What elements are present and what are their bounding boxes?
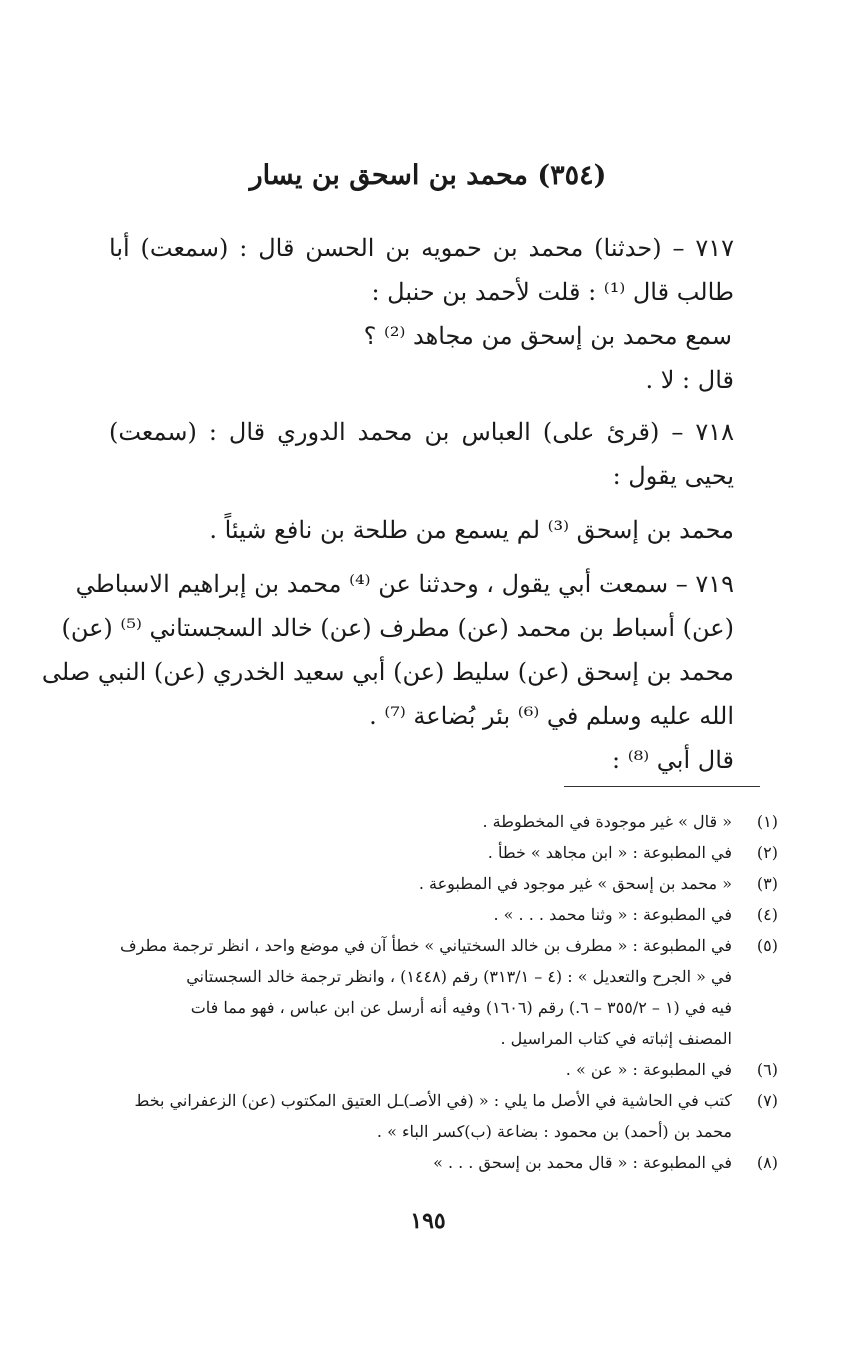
entry-line: ٧١٩ – سمعت أبي يقول ، وحدثنا عن ⁽⁴⁾ محمد بن إبراهيم الاسباطي (75, 570, 734, 598)
footnote-text: كتب في الحاشية في الأصل ما يلي : « (في الأصـ)ـل العتيق المكتوب (عن) الزعفراني بخط (134, 1091, 732, 1110)
footnote-number: (٣) (756, 874, 778, 893)
entry-line: سمع محمد بن إسحق من مجاهد ⁽²⁾ ؟ (363, 322, 732, 350)
footnote-number: (٢) (756, 843, 778, 862)
footnote-text: « محمد بن إسحق » غير موجود في المطبوعة . (418, 874, 732, 893)
entry-line: ٧١٨ – (قرئ على) العباس بن محمد الدوري قال : (سمعت) (109, 418, 734, 446)
footnote-text: في المطبوعة : « ابن مجاهد » خطأ . (487, 843, 732, 862)
footnote-5 (102, 930, 778, 1054)
footnote-2 (102, 837, 778, 868)
footnote-number: (٨) (756, 1153, 778, 1172)
footnotes (102, 806, 778, 1178)
entry-line: (عن) أسباط بن محمد (عن) مطرف (عن) خالد السجستاني ⁽⁵⁾ (عن) (61, 614, 734, 642)
footnote-4 (102, 899, 778, 930)
section-heading: (٣٥٤) محمد بن اسحق بن يسار (249, 160, 607, 191)
entry-line: ٧١٧ – (حدثنا) محمد بن حمويه بن الحسن قال : (سمعت) أبا (109, 234, 734, 262)
footnote-8 (102, 1147, 778, 1178)
entry-line: يحيى يقول : (612, 462, 734, 490)
footnote-text: المصنف إثباته في كتاب المراسيل . (500, 1029, 732, 1048)
entry-line: الله عليه وسلم في ⁽⁶⁾ بئر بُضاعة ⁽⁷⁾ . (369, 702, 734, 730)
footnote-number: (٧) (756, 1091, 778, 1110)
entry-718 (109, 410, 734, 552)
footnote-text: في « الجرح والتعديل » : (٤ – ٣١٣/١) رقم (١٤٤٨) ، وانظر ترجمة خالد السجستاني (186, 967, 732, 986)
entry-line: طالب قال ⁽¹⁾ : قلت لأحمد بن حنبل : (371, 278, 734, 306)
footnote-text: فيه في (١ – ٣٥٥/٢ – ٦.) رقم (١٦٠٦) وفيه أنه أرسل عن ابن عباس ، فهو مما فات (190, 998, 732, 1017)
footnote-divider (564, 786, 760, 787)
entry-719 (41, 562, 734, 782)
footnote-text: محمد بن (أحمد) بن محمود : بضاعة (ب)كسر الباء » . (376, 1122, 732, 1141)
entry-line: قال : لا . (645, 366, 734, 394)
footnote-number: (٥) (756, 936, 778, 955)
footnote-text: « قال » غير موجودة في المخطوطة . (482, 812, 732, 831)
footnote-1 (102, 806, 778, 837)
footnote-text: في المطبوعة : « وثنا محمد . . . » . (493, 905, 732, 924)
entry-717 (109, 226, 734, 402)
footnote-text: في المطبوعة : « مطرف بن خالد السختياني » خطأ آن في موضع واحد ، انظر ترجمة مطرف (120, 936, 732, 955)
footnote-text: في المطبوعة : « عن » . (565, 1060, 732, 1079)
footnote-number: (١) (756, 812, 778, 831)
footnote-3 (102, 868, 778, 899)
page-number: ١٩٥ (410, 1208, 446, 1234)
footnote-6 (102, 1054, 778, 1085)
footnote-number: (٦) (756, 1060, 778, 1079)
footnote-7 (102, 1085, 778, 1147)
footnote-number: (٤) (756, 905, 778, 924)
entry-line: قال أبي ⁽⁸⁾ : (612, 746, 734, 774)
entry-line: محمد بن إسحق (عن) سليط (عن) أبي سعيد الخدري (عن) النبي صلى (41, 658, 734, 686)
footnote-text: في المطبوعة : « قال محمد بن إسحق . . . » (433, 1153, 732, 1172)
entry-line: محمد بن إسحق ⁽³⁾ لم يسمع من طلحة بن نافع شيئاً . (209, 516, 734, 544)
